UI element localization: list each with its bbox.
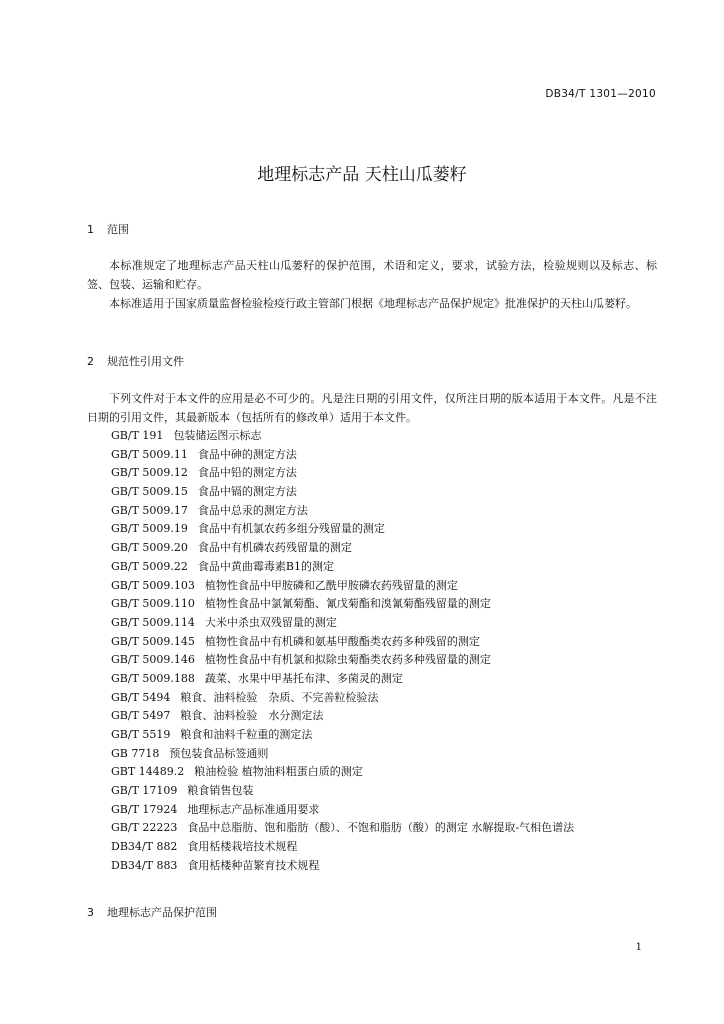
- reference-code: GBT 14489.2: [111, 765, 185, 779]
- reference-code: GB/T 5009.146: [111, 653, 195, 667]
- reference-item: [111, 464, 574, 483]
- reference-code: GB/T 5009.114: [111, 615, 195, 629]
- reference-title: 粮食、油料检验 水分测定法: [180, 709, 324, 723]
- reference-title: 粮食和油料千粒重的测定法: [180, 728, 313, 741]
- reference-code: DB34/T 882: [111, 840, 178, 854]
- reference-title: 粮油检验 植物油料粗蛋白质的测定: [194, 765, 363, 779]
- reference-item: [111, 726, 574, 745]
- reference-title: 大米中杀虫双残留量的测定: [204, 615, 337, 629]
- section-title: 范围: [107, 223, 129, 236]
- reference-item: [111, 689, 574, 708]
- section-title: 规范性引用文件: [107, 355, 184, 368]
- reference-code: GB/T 5009.12: [111, 466, 188, 480]
- reference-code: GB/T 17924: [111, 802, 178, 816]
- reference-title: 植物性食品中甲胺磷和乙酰甲胺磷农药残留量的测定: [204, 578, 458, 592]
- reference-item: [111, 782, 574, 801]
- reference-item: [111, 651, 574, 670]
- reference-title: 植物性食品中氯氰菊酯、氰戊菊酯和溴氰菊酯残留量的测定: [204, 597, 491, 611]
- reference-item: [111, 577, 574, 596]
- reference-code: DB34/T 883: [111, 858, 178, 872]
- reference-title: 粮食销售包装: [187, 784, 254, 798]
- reference-title: 食品中镉的测定方法: [197, 485, 297, 499]
- reference-code: GB/T 5497: [111, 709, 171, 723]
- reference-title: 食品中铅的测定方法: [197, 466, 297, 480]
- reference-title: 食品中黄曲霉毒素B1的测定: [197, 559, 334, 573]
- section-number: 3: [87, 906, 94, 919]
- reference-title: 植物性食品中有机磷和氨基甲酸酯类农药多种残留的测定: [204, 634, 480, 648]
- reference-code: GB/T 5494: [111, 690, 171, 704]
- reference-code: GB 7718: [111, 746, 160, 760]
- reference-code: GB/T 5009.19: [111, 522, 188, 536]
- reference-title: 食品中总脂肪、饱和脂肪（酸）、不饱和脂肪（酸）的测定 水解提取-气相色谱法: [187, 821, 575, 835]
- section-1-paragraph-1: 本标准规定了地理标志产品天柱山瓜蒌籽的保护范围，术语和定义，要求，试验方法，检验规则以及标志、标签、包装、运输和贮存。: [87, 259, 657, 291]
- reference-title: 食品中有机磷农药残留量的测定: [197, 541, 352, 555]
- section-2-paragraph-1: 下列文件对于本文件的应用是必不可少的。凡是注日期的引用文件，仅所注日期的版本适用于本文件。凡是不注日期的引用文件，其最新版本（包括所有的修改单）适用于本文件。: [87, 392, 657, 424]
- reference-title: 食品中总汞的测定方法: [197, 503, 308, 517]
- document-code: DB34/T 1301—2010: [545, 88, 656, 100]
- section-2-heading: [87, 353, 184, 369]
- reference-item: [111, 745, 574, 764]
- reference-item: [111, 614, 574, 633]
- reference-item: [111, 502, 574, 521]
- reference-code: GB/T 5009.103: [111, 578, 195, 592]
- reference-item: [111, 633, 574, 652]
- reference-item: [111, 838, 574, 857]
- reference-title: 食品中有机氯农药多组分残留量的测定: [197, 522, 385, 536]
- reference-item: [111, 483, 574, 502]
- reference-code: GB/T 5009.15: [111, 485, 188, 499]
- reference-code: GB/T 5009.17: [111, 503, 188, 517]
- reference-title: 粮食、油料检验 杂质、不完善粒检验法: [180, 690, 379, 704]
- section-title: 地理标志产品保护范围: [107, 906, 217, 919]
- reference-title: 地理标志产品标准通用要求: [187, 802, 320, 816]
- reference-code: GB/T 5519: [111, 728, 171, 741]
- reference-title: 包装储运图示标志: [173, 429, 262, 442]
- reference-code: GB/T 17109: [111, 784, 178, 798]
- reference-title: 食用栝楼种苗繁育技术规程: [187, 858, 320, 872]
- reference-item: [111, 819, 574, 838]
- reference-code: GB/T 5009.110: [111, 597, 195, 611]
- section-3-heading: [87, 904, 217, 920]
- reference-item: [111, 801, 574, 820]
- reference-code: GB/T 22223: [111, 821, 178, 835]
- reference-code: GB/T 5009.20: [111, 541, 188, 555]
- reference-item: [111, 670, 574, 689]
- reference-item: [111, 427, 574, 446]
- reference-title: 蔬菜、水果中甲基托布津、多菌灵的测定: [204, 671, 403, 685]
- section-1-heading: [87, 221, 129, 237]
- section-1-paragraph-2: 本标准适用于国家质量监督检验检疫行政主管部门根据《地理标志产品保护规定》批准保护的天柱山瓜蒌籽。: [109, 297, 637, 310]
- reference-item: [111, 595, 574, 614]
- reference-title: 预包装食品标签通则: [169, 746, 269, 760]
- reference-code: GB/T 5009.188: [111, 671, 195, 685]
- reference-item: [111, 763, 574, 782]
- reference-item: [111, 558, 574, 577]
- reference-code: GB/T 5009.11: [111, 447, 188, 461]
- section-number: 1: [87, 223, 94, 236]
- document-title: 地理标志产品 天柱山瓜蒌籽: [257, 165, 467, 185]
- reference-item: [111, 707, 574, 726]
- reference-code: GB/T 5009.145: [111, 634, 195, 648]
- reference-item: [111, 520, 574, 539]
- reference-item: [111, 446, 574, 465]
- reference-item: [111, 857, 574, 876]
- section-number: 2: [87, 355, 94, 368]
- reference-title: 食用栝楼栽培技术规程: [187, 840, 298, 854]
- reference-code: GB/T 191: [111, 429, 164, 442]
- reference-list: [111, 427, 574, 876]
- reference-title: 食品中砷的测定方法: [197, 447, 297, 461]
- reference-title: 植物性食品中有机氯和拟除虫菊酯类农药多种残留量的测定: [204, 653, 491, 667]
- reference-item: [111, 539, 574, 558]
- reference-code: GB/T 5009.22: [111, 559, 188, 573]
- page-number: 1: [635, 942, 642, 953]
